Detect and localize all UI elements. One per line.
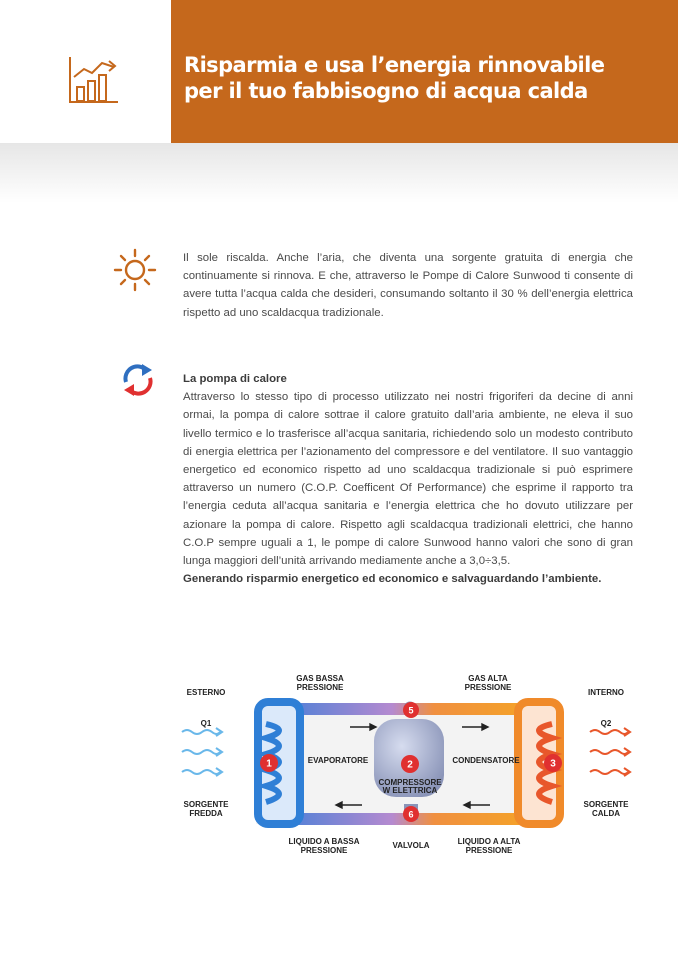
label-gas-bassa-2: PRESSIONE	[296, 683, 344, 692]
label-liquido-bassa-1: LIQUIDO A BASSA	[288, 837, 360, 846]
label-gas-bassa-1: GAS BASSA	[296, 674, 344, 683]
label-valvola: VALVOLA	[392, 841, 430, 850]
marker-3-label: 3	[550, 758, 556, 770]
label-condensatore: CONDENSATORE	[452, 756, 520, 765]
bar-chart-growth-icon	[68, 55, 120, 105]
label-evaporatore: EVAPORATORE	[307, 756, 369, 765]
sun-icon	[113, 248, 157, 292]
label-liquido-alta-2: PRESSIONE	[465, 846, 513, 855]
label-sorgente-fredda-2: FREDDA	[189, 809, 223, 818]
heat-pump-heading: La pompa di calore	[183, 373, 287, 385]
page-title-line-1: Risparmia e usa l’energia rinnovabile	[184, 53, 605, 77]
marker-5-label: 5	[408, 705, 414, 716]
heat-pump-diagram	[166, 664, 650, 864]
label-sorgente-fredda-1: SORGENTE	[183, 800, 229, 809]
intro-paragraph: Il sole riscalda. Anche l’aria, che diventa una sorgente gratuita di energia che continuamente si rinnova. E che, attraverso le Pompe di Calore Sunwood ti consente di avere tutta l’acqua calda che desideri, consumando soltanto il 30 % dell’energia elettrica rispetto ad uno scaldacqua tradizionale.	[183, 252, 633, 319]
label-liquido-bassa-2: PRESSIONE	[300, 846, 348, 855]
label-liquido-alta-1: LIQUIDO A ALTA	[457, 837, 521, 846]
label-gas-alta-2: PRESSIONE	[464, 683, 512, 692]
page-title-line-2: per il tuo fabbisogno di acqua calda	[184, 79, 588, 103]
label-compressore-1: COMPRESSORE	[378, 778, 442, 787]
page-title	[184, 52, 604, 104]
label-compressore-2: W ELETTRICA	[382, 786, 438, 795]
heat-pump-body: Attraverso lo stesso tipo di processo utilizzato nei nostri frigoriferi da decine di anni ormai, la pompa di calore sottrae il calore gratuito dall’aria ambiente, ne eleva il suo livello termico e lo trasferisce all’acqua sanitaria, richiedendo solo un modesto contributo di energia elettrica per l’azionamento del compressore e del ventilatore. Il suo vantaggio energetico ed economico rispetto ad uno scaldacqua tradizionale si può esprimere attraverso un numero (C.O.P. Coefficent Of Performance) che esprime il rapporto tra l’energia ceduta all’acqua sanitaria e l’energia elettrica che ho dovuto utilizzare per azionare la pompa di calore. Rispetto agli scaldacqua tradizionali elettrici, che hanno C.O.P sempre uguali a 1, le pompe di calore Sunwood hanno valori che sono di gran lunga maggiori dell’unità arrivando mediamente anche a 3,0÷3,5.	[183, 391, 633, 568]
label-q2: Q2	[600, 719, 612, 728]
header-shadow	[0, 143, 678, 203]
heat-pump-conclusion: Generando risparmio energetico ed economico e salvaguardando l’ambiente.	[183, 573, 602, 586]
cycle-arrows-icon	[118, 360, 158, 400]
marker-2-label: 2	[407, 759, 413, 771]
label-sorgente-calda-1: SORGENTE	[583, 800, 629, 809]
marker-1-label: 1	[266, 758, 272, 770]
label-interno: INTERNO	[588, 688, 624, 697]
label-q1: Q1	[200, 719, 212, 728]
label-esterno: ESTERNO	[186, 688, 226, 697]
marker-6-label: 6	[408, 809, 414, 820]
label-gas-alta-1: GAS ALTA	[468, 674, 508, 683]
heat-pump-section	[183, 370, 633, 588]
label-sorgente-calda-2: CALDA	[592, 809, 620, 818]
